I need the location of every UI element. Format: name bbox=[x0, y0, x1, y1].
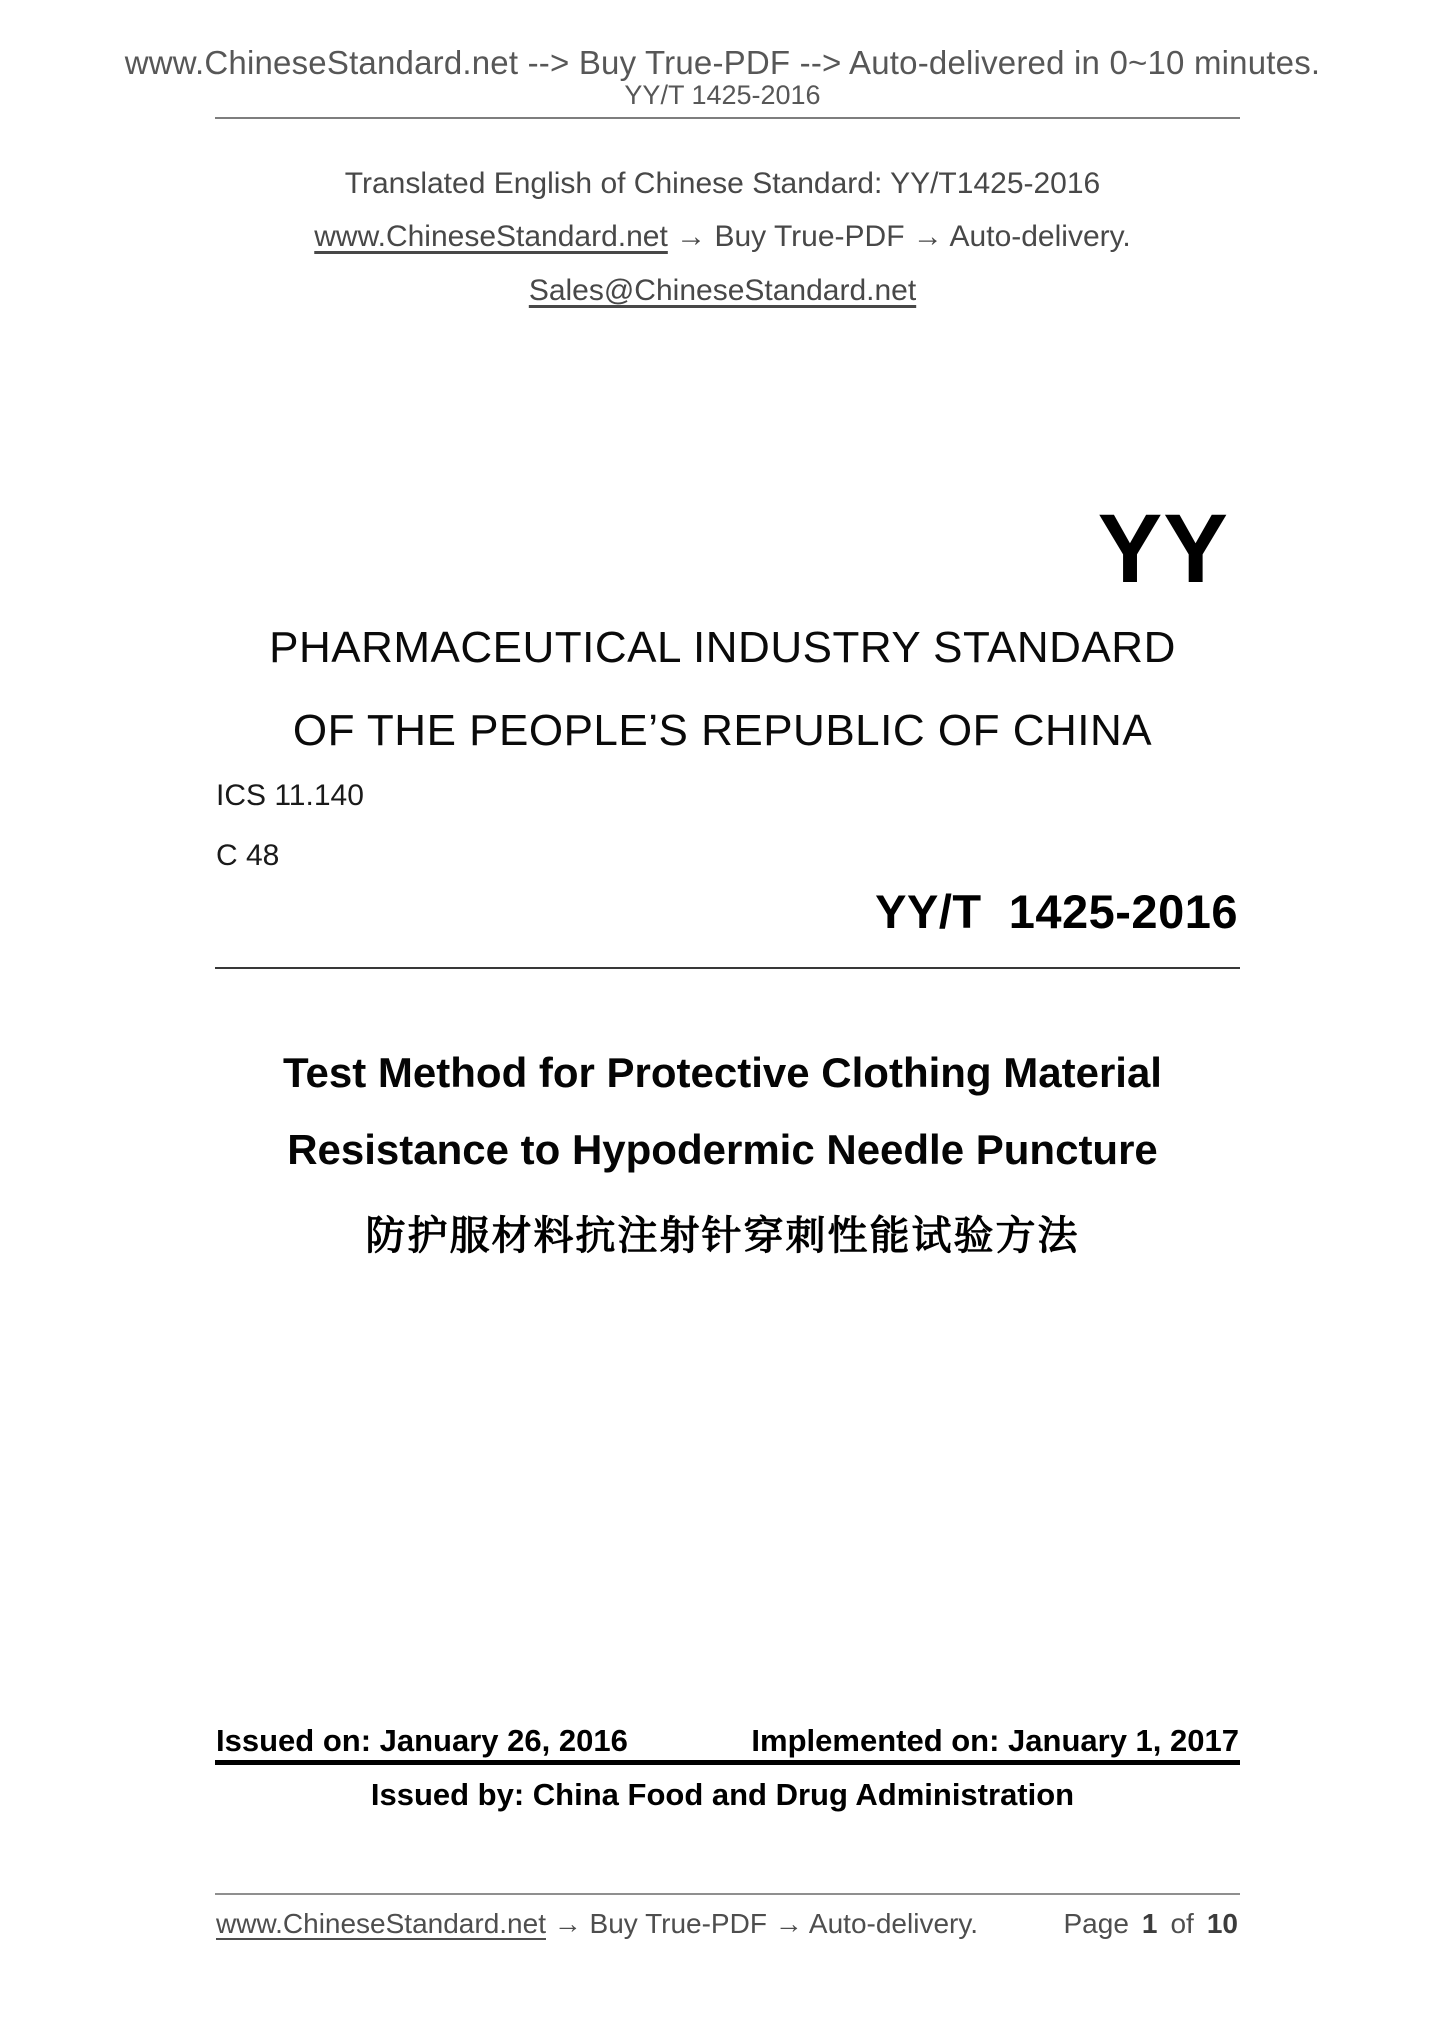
standard-body-logo: YY bbox=[1097, 494, 1229, 603]
total-pages: 10 bbox=[1206, 1908, 1238, 1939]
page-number-indicator bbox=[1064, 1908, 1239, 1940]
standard-number: YY/T 1425-2016 bbox=[875, 885, 1238, 938]
industry-standard-heading-line2: OF THE PEOPLE’S REPUBLIC OF CHINA bbox=[292, 706, 1153, 755]
page-footer bbox=[216, 1908, 1238, 1940]
page-header-banner: www.ChineseStandard.net --> Buy True-PDF --> Auto-delivered in 0~10 minutes. bbox=[124, 44, 1321, 81]
sales-email-link[interactable]: Sales@ChineseStandard.net bbox=[528, 274, 917, 307]
title-english-line2: Resistance to Hypodermic Needle Puncture bbox=[287, 1126, 1158, 1173]
ics-code: ICS 11.140 bbox=[216, 779, 364, 812]
implemented-date: Implemented on: January 1, 2017 bbox=[751, 1723, 1239, 1758]
footer-divider bbox=[215, 1893, 1240, 1895]
header-divider bbox=[215, 117, 1240, 119]
buy-pdf-line bbox=[0, 220, 1445, 254]
industry-standard-heading-line1: PHARMACEUTICAL INDUSTRY STANDARD bbox=[269, 623, 1176, 672]
footer-left-rest: → Buy True-PDF → Auto-delivery. bbox=[545, 1908, 979, 1939]
dates-underline bbox=[215, 1760, 1240, 1765]
buy-pdf-line-rest: → Buy True-PDF → Auto-delivery. bbox=[667, 220, 1131, 253]
page-header-standard-number: YY/T 1425-2016 bbox=[624, 80, 821, 110]
issuing-authority: Issued by: China Food and Drug Administration bbox=[370, 1777, 1075, 1812]
footer-website-link[interactable]: www.ChineseStandard.net bbox=[216, 1908, 546, 1939]
current-page-number: 1 bbox=[1141, 1908, 1158, 1939]
page-label: Page bbox=[1063, 1908, 1129, 1939]
footer-left bbox=[216, 1908, 978, 1940]
title-english-line1: Test Method for Protective Clothing Material bbox=[283, 1049, 1162, 1096]
issued-date: Issued on: January 26, 2016 bbox=[216, 1723, 628, 1758]
dates-row bbox=[216, 1723, 1239, 1759]
sales-email-line bbox=[0, 274, 1445, 308]
standard-number-divider bbox=[215, 967, 1240, 969]
classification-code: C 48 bbox=[216, 839, 280, 872]
of-label: of bbox=[1170, 1908, 1194, 1939]
title-chinese: 防护服材料抗注射针穿刺性能试验方法 bbox=[365, 1214, 1080, 1258]
website-link[interactable]: www.ChineseStandard.net bbox=[314, 220, 668, 253]
translated-standard-line: Translated English of Chinese Standard: YY/T1425-2016 bbox=[344, 167, 1101, 200]
